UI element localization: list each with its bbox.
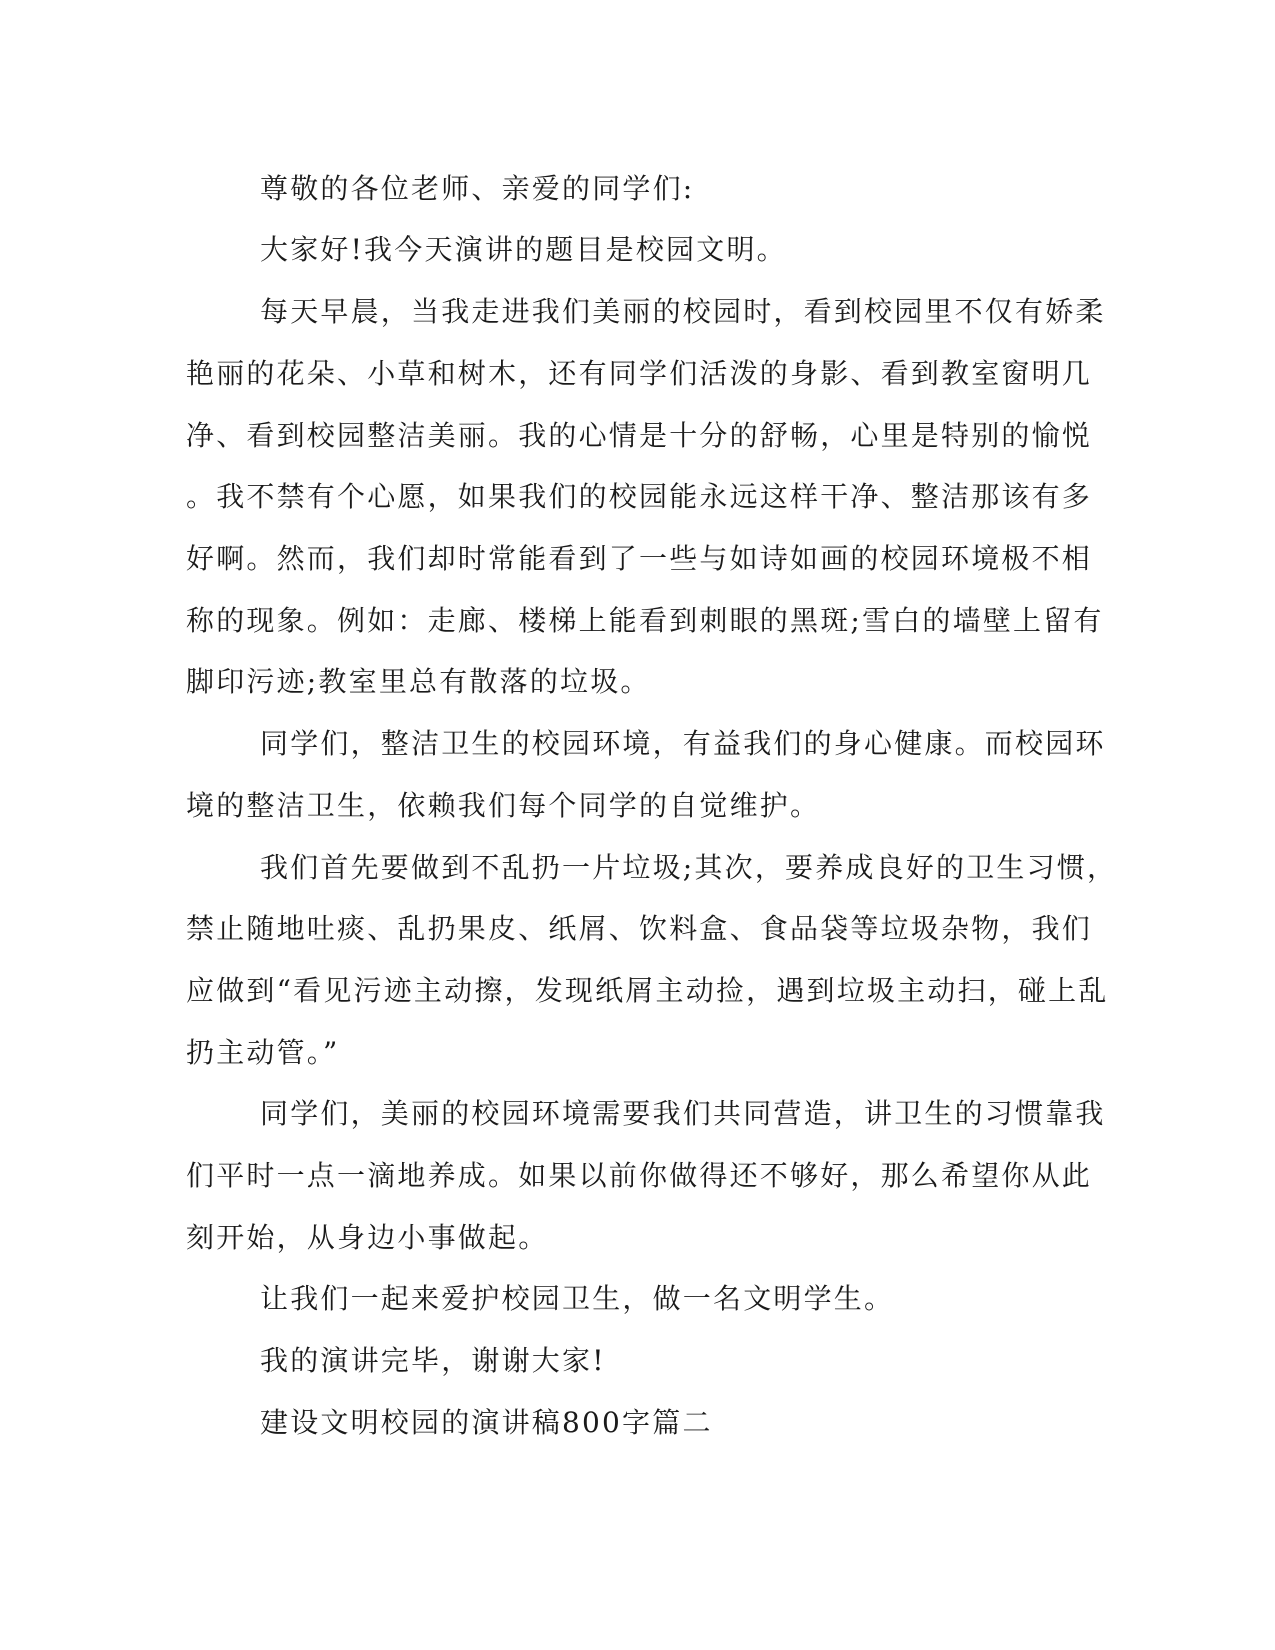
- paragraph-line: 让我们一起来爱护校园卫生，做一名文明学生。: [260, 1282, 895, 1315]
- paragraph-line: 每天早晨，当我走进我们美丽的校园时，看到校园里不仅有娇柔: [260, 295, 1106, 328]
- paragraph-line: 境的整洁卫生，依赖我们每个同学的自觉维护。: [186, 789, 821, 822]
- closing-line: 我的演讲完毕，谢谢大家!: [260, 1344, 606, 1377]
- paragraph-line: 。我不禁有个心愿，如果我们的校园能永远这样干净、整洁那该有多: [186, 480, 1093, 513]
- greeting-line: 大家好!我今天演讲的题目是校园文明。: [260, 233, 787, 266]
- paragraph-line: 净、看到校园整洁美丽。我的心情是十分的舒畅，心里是特别的愉悦: [186, 419, 1093, 452]
- paragraph-line: 们平时一点一滴地养成。如果以前你做得还不够好，那么希望你从此: [186, 1159, 1093, 1192]
- paragraph-line: 同学们，美丽的校园环境需要我们共同营造，讲卫生的习惯靠我: [260, 1097, 1106, 1130]
- paragraph-line: 脚印污迹;教室里总有散落的垃圾。: [186, 665, 651, 698]
- salutation-line: 尊敬的各位老师、亲爱的同学们:: [260, 172, 695, 205]
- paragraph-line: 扔主动管。”: [186, 1036, 340, 1069]
- paragraph-line: 艳丽的花朵、小草和树木，还有同学们活泼的身影、看到教室窗明几: [186, 357, 1093, 390]
- paragraph-line: 应做到“看见污迹主动擦，发现纸屑主动捡，遇到垃圾主动扫，碰上乱: [186, 974, 1109, 1007]
- paragraph-line: 刻开始，从身边小事做起。: [186, 1221, 549, 1254]
- section-heading: 建设文明校园的演讲稿800字篇二: [260, 1406, 713, 1439]
- paragraph-line: 我们首先要做到不乱扔一片垃圾;其次，要养成良好的卫生习惯，: [260, 851, 1118, 884]
- paragraph-line: 同学们，整洁卫生的校园环境，有益我们的身心健康。而校园环: [260, 727, 1106, 760]
- paragraph-line: 好啊。然而，我们却时常能看到了一些与如诗如画的校园环境极不相: [186, 542, 1093, 575]
- paragraph-line: 称的现象。例如：走廊、楼梯上能看到刺眼的黑斑;雪白的墙壁上留有: [186, 604, 1104, 637]
- paragraph-line: 禁止随地吐痰、乱扔果皮、纸屑、饮料盒、食品袋等垃圾杂物，我们: [186, 912, 1093, 945]
